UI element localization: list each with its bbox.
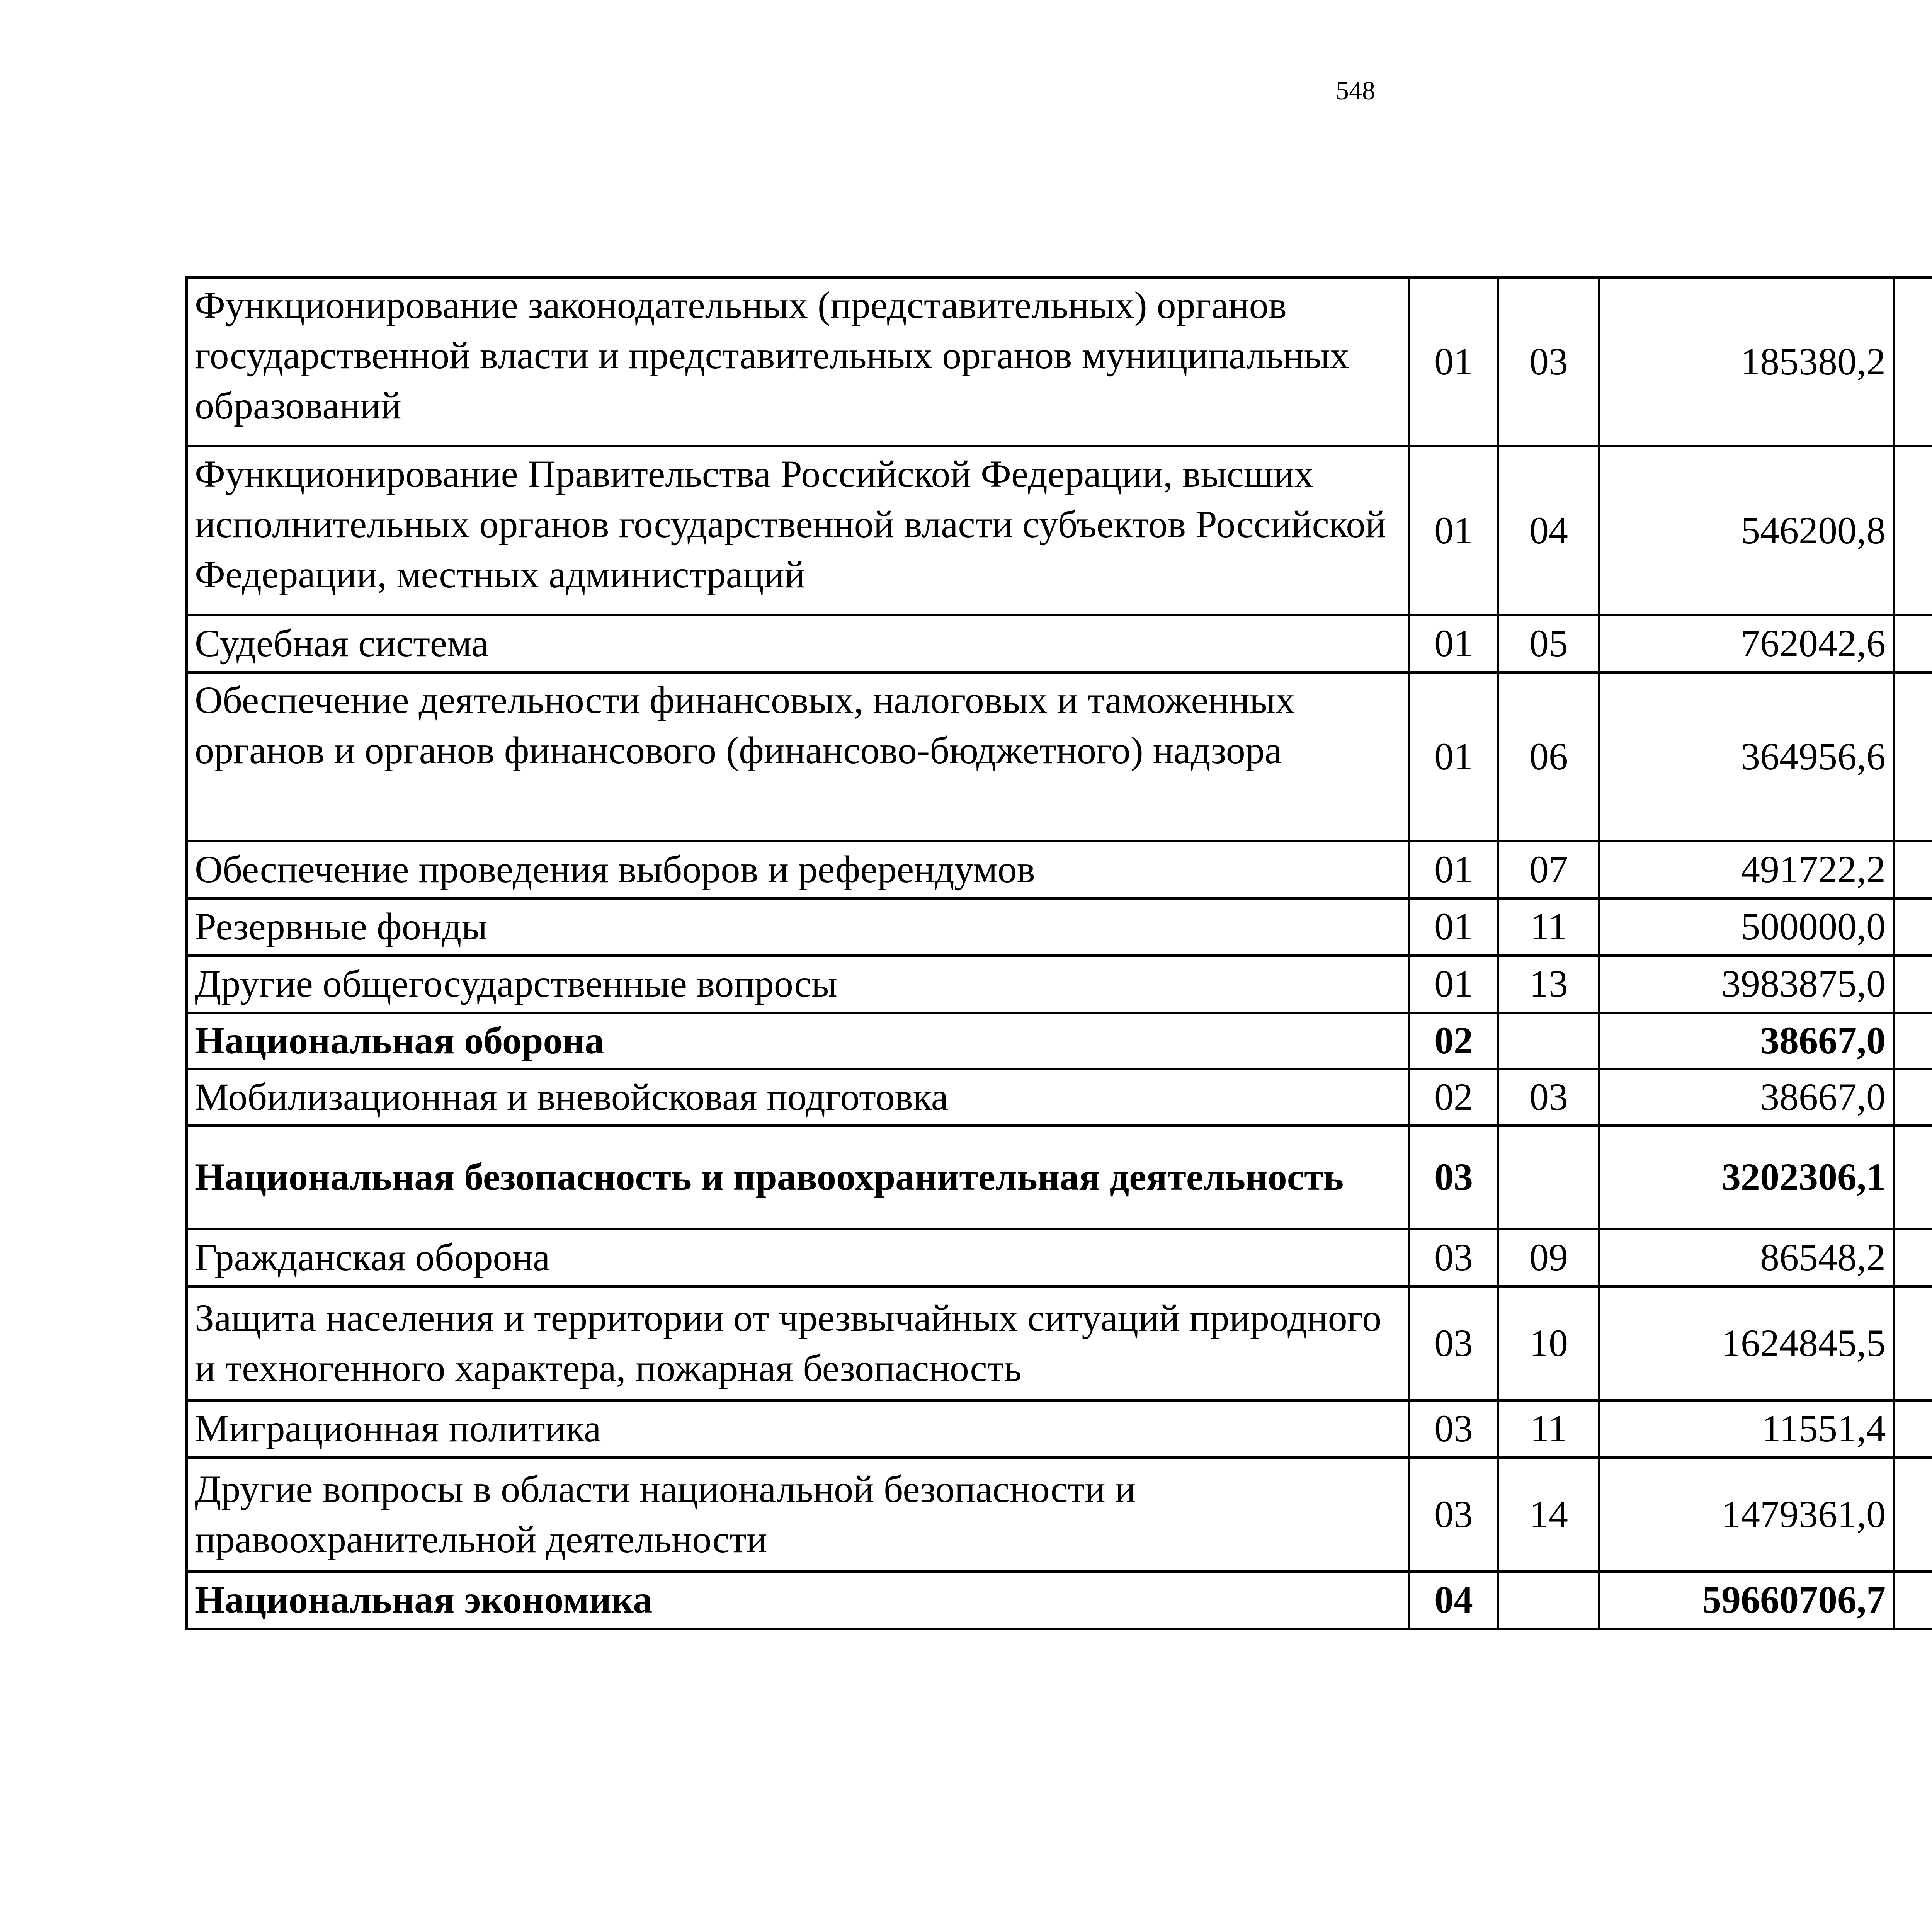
row-subsection: 04: [1498, 446, 1599, 615]
table-row: [187, 672, 1932, 841]
row-value-1: 1624845,5: [1599, 1286, 1894, 1400]
page-number: 548: [1336, 76, 1375, 105]
row-value-1: 546200,8: [1599, 446, 1894, 615]
row-subsection: 03: [1498, 277, 1599, 446]
budget-table: [185, 276, 1932, 1630]
row-section: 01: [1409, 615, 1498, 672]
row-name: Функционирование законодательных (представительных) органов государственной власти и представительных органов муниципальных образований: [187, 277, 1409, 446]
row-value-1: 500000,0: [1599, 898, 1894, 956]
row-value-1: 86548,2: [1599, 1229, 1894, 1286]
row-subsection: 05: [1498, 615, 1599, 672]
row-name: Национальная экономика: [187, 1572, 1409, 1629]
row-value-1: 491722,2: [1599, 841, 1894, 898]
row-subsection: 07: [1498, 841, 1599, 898]
row-section: 01: [1409, 956, 1498, 1013]
table-row: [187, 1286, 1932, 1400]
row-section: 03: [1409, 1458, 1498, 1572]
row-section: 02: [1409, 1069, 1498, 1126]
table-row: [187, 1069, 1932, 1126]
row-section: 01: [1409, 898, 1498, 956]
row-subsection: 11: [1498, 898, 1599, 956]
table-row: [187, 841, 1932, 898]
row-section: 02: [1409, 1013, 1498, 1069]
row-value-2: [1894, 446, 1932, 615]
row-value-2: [1894, 277, 1932, 446]
row-value-2: [1894, 956, 1932, 1013]
row-name: Гражданская оборона: [187, 1229, 1409, 1286]
row-section: 03: [1409, 1400, 1498, 1458]
row-value-1: 1479361,0: [1599, 1458, 1894, 1572]
row-value-1: 59660706,7: [1599, 1572, 1894, 1629]
row-value-1: 3983875,0: [1599, 956, 1894, 1013]
table-row: [187, 615, 1932, 672]
row-name: Резервные фонды: [187, 898, 1409, 956]
row-section: 03: [1409, 1229, 1498, 1286]
row-value-2: [1894, 1458, 1932, 1572]
row-name: Защита населения и территории от чрезвычайных ситуаций природного и техногенного характера, пожарная безопасность: [187, 1286, 1409, 1400]
table-row: [187, 1013, 1932, 1069]
table-row: [187, 956, 1932, 1013]
table-row: [187, 1126, 1932, 1229]
row-subsection: 06: [1498, 672, 1599, 841]
row-value-2: [1894, 1286, 1932, 1400]
row-subsection: 10: [1498, 1286, 1599, 1400]
table-row: [187, 898, 1932, 956]
row-section: 01: [1409, 446, 1498, 615]
row-name: Мобилизационная и вневойсковая подготовка: [187, 1069, 1409, 1126]
table-row: [187, 446, 1932, 615]
row-value-1: 11551,4: [1599, 1400, 1894, 1458]
row-value-1: 364956,6: [1599, 672, 1894, 841]
row-value-1: 3202306,1: [1599, 1126, 1894, 1229]
row-name: Миграционная политика: [187, 1400, 1409, 1458]
row-subsection: [1498, 1572, 1599, 1629]
table-row: [187, 1572, 1932, 1629]
row-subsection: 14: [1498, 1458, 1599, 1572]
row-section: 04: [1409, 1572, 1498, 1629]
row-name: Функционирование Правительства Российской Федерации, высших исполнительных органов государственной власти субъектов Российской Федерации, местных администраций: [187, 446, 1409, 615]
row-name: Национальная безопасность и правоохранительная деятельность: [187, 1126, 1409, 1229]
row-value-2: [1894, 1069, 1932, 1126]
row-name: Судебная система: [187, 615, 1409, 672]
row-value-2: [1894, 1126, 1932, 1229]
row-value-1: 762042,6: [1599, 615, 1894, 672]
table-row: [187, 1458, 1932, 1572]
row-subsection: 09: [1498, 1229, 1599, 1286]
row-name: Национальная оборона: [187, 1013, 1409, 1069]
row-section: 01: [1409, 672, 1498, 841]
row-value-2: [1894, 1013, 1932, 1069]
row-value-1: 38667,0: [1599, 1013, 1894, 1069]
row-section: 01: [1409, 277, 1498, 446]
row-value-2: [1894, 1400, 1932, 1458]
row-value-2: [1894, 841, 1932, 898]
row-section: 03: [1409, 1286, 1498, 1400]
row-name: Другие вопросы в области национальной безопасности и правоохранительной деятельности: [187, 1458, 1409, 1572]
row-value-2: [1894, 1229, 1932, 1286]
row-value-2: [1894, 672, 1932, 841]
row-section: 01: [1409, 841, 1498, 898]
row-value-1: 38667,0: [1599, 1069, 1894, 1126]
row-subsection: 03: [1498, 1069, 1599, 1126]
row-subsection: [1498, 1126, 1599, 1229]
row-section: 03: [1409, 1126, 1498, 1229]
row-name: Обеспечение проведения выборов и референдумов: [187, 841, 1409, 898]
row-name: Обеспечение деятельности финансовых, налоговых и таможенных органов и органов финансового (финансово-бюджетного) надзора: [187, 672, 1409, 841]
row-value-2: [1894, 898, 1932, 956]
row-subsection: 11: [1498, 1400, 1599, 1458]
row-subsection: 13: [1498, 956, 1599, 1013]
row-value-1: 185380,2: [1599, 277, 1894, 446]
row-name: Другие общегосударственные вопросы: [187, 956, 1409, 1013]
row-value-2: [1894, 615, 1932, 672]
table-row: [187, 1400, 1932, 1458]
row-subsection: [1498, 1013, 1599, 1069]
table-row: [187, 1229, 1932, 1286]
table-row: [187, 277, 1932, 446]
row-value-2: [1894, 1572, 1932, 1629]
